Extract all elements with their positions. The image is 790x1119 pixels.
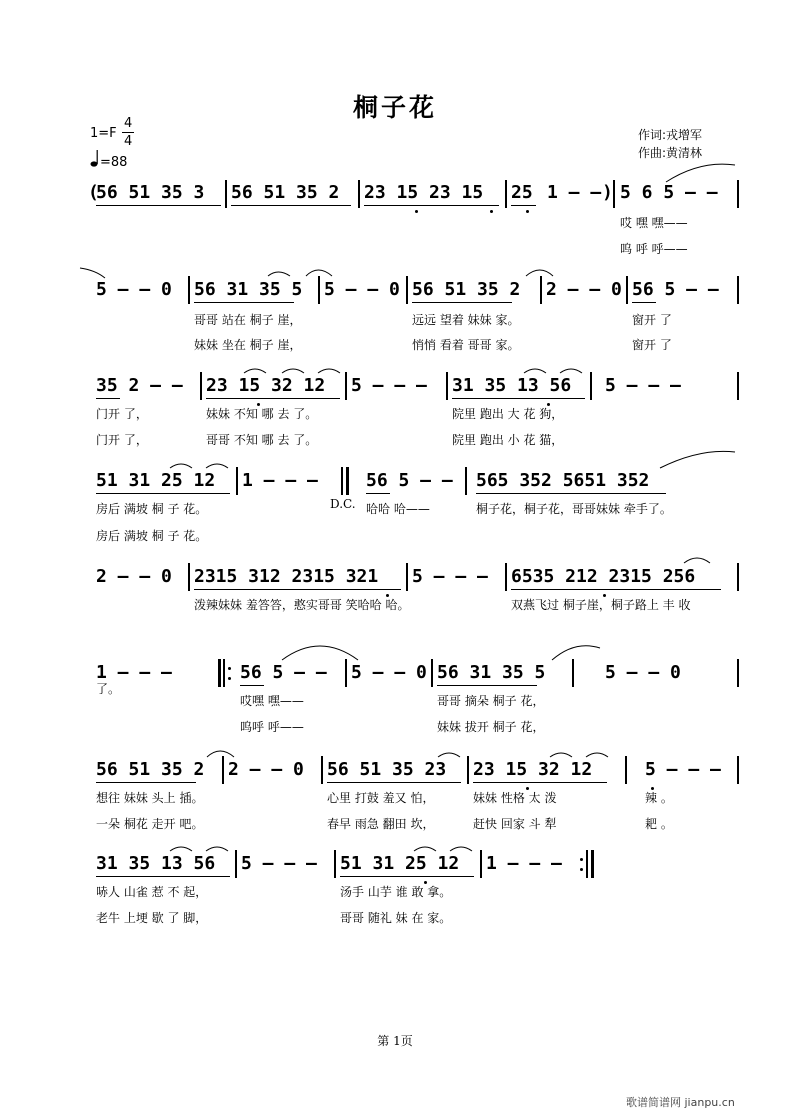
time-signature-numerator: 4 — [124, 116, 133, 131]
underline — [96, 398, 120, 399]
measure-notes: 51 31 25 12 — [340, 853, 460, 874]
underline — [327, 782, 461, 783]
measure-notes: 31 35 13 56 — [452, 375, 572, 396]
tie-slur — [560, 369, 582, 373]
measure-notes: 5 – – 0 — [351, 662, 427, 683]
tie-slur — [438, 753, 460, 757]
measure-notes: 2315 312 2315 321 — [194, 566, 379, 587]
tie-slur — [666, 164, 735, 182]
lyric-verse1: 双燕飞过 桐子崖，桐子路上 丰 收 — [511, 598, 691, 612]
measure-notes: 5 – – – — [351, 375, 427, 396]
barline — [540, 276, 542, 304]
lyric-verse1: 心里 打鼓 羞又 怕， — [327, 791, 435, 805]
lyric-verse2: 院里 跑出 小 花 猫， — [452, 433, 564, 447]
measure-notes: 56 51 35 2 — [231, 182, 340, 203]
barline — [572, 659, 574, 687]
lyric-verse1: 想往 妹妹 头上 插。 — [96, 791, 204, 805]
lyric-verse2: 一朵 桐花 走开 吧。 — [96, 817, 204, 831]
barline — [590, 372, 592, 400]
underline — [96, 782, 196, 783]
barline — [200, 372, 202, 400]
lyric-verse1: 哎 嘿 嘿—— — [620, 216, 688, 230]
lyric-verse2: 妹妹 拔开 桐子 花， — [437, 720, 545, 734]
lyric-verse1: 辣 。 — [645, 791, 673, 805]
measure-notes: 23 15 32 12 — [473, 759, 593, 780]
underline — [240, 685, 264, 686]
lyric-verse2: 妹妹 坐在 桐子 崖， — [194, 338, 302, 352]
tie-slur — [282, 646, 358, 660]
measure-notes: 56 51 35 23 — [327, 759, 447, 780]
barline — [345, 659, 347, 687]
repeat-start-thick — [218, 659, 221, 687]
lyric-verse1: 哈哈 哈—— — [366, 502, 430, 516]
repeat-end-thick — [591, 850, 594, 878]
tie-slur — [170, 464, 192, 468]
measure-notes: 56 51 35 3 — [96, 182, 205, 203]
underline — [340, 876, 474, 877]
underline — [473, 782, 607, 783]
underline — [206, 398, 340, 399]
tie-slur — [244, 369, 266, 373]
lyric-verse1: 门开 了， — [96, 407, 148, 421]
measure-notes: 5 – – 0 — [96, 279, 172, 300]
measure-notes: 5 – – – — [412, 566, 488, 587]
tie-slur — [80, 268, 105, 278]
tie-slur — [550, 753, 572, 757]
lyric-verse1: 哥哥 站在 桐子 崖， — [194, 313, 302, 327]
underline — [366, 493, 390, 494]
barline — [737, 659, 739, 687]
measure-notes: 5 6 5 – – — [620, 182, 718, 203]
repeat-start-thin — [223, 659, 225, 687]
tie-slur — [282, 369, 304, 373]
lyric-verse1: 汤手 山芋 谁 敢 拿。 — [340, 885, 452, 899]
final-barline-thick — [346, 467, 349, 495]
time-signature-denominator: 4 — [124, 134, 133, 149]
measure-notes: 5 – – – — [241, 853, 317, 874]
low-octave-dot — [526, 210, 529, 213]
measure-notes: 23 15 32 12 — [206, 375, 326, 396]
intro-open-paren: ( — [88, 182, 99, 203]
measure-notes: 23 15 23 15 — [364, 182, 484, 203]
tie-slur — [450, 847, 472, 851]
tie-slur — [414, 847, 436, 851]
repeat-dot — [580, 868, 583, 871]
barline — [737, 276, 739, 304]
measure-notes: 1 – – – — [242, 470, 318, 491]
tie-slur — [660, 451, 735, 468]
barline — [446, 372, 448, 400]
lyric-verse2: 呜呼 呼—— — [240, 720, 304, 734]
site-watermark[interactable]: 歌谱简谱网 jianpu.cn — [626, 1096, 735, 1109]
measure-notes: 56 5 – – — [240, 662, 327, 683]
barline — [318, 276, 320, 304]
repeat-dot — [228, 667, 231, 670]
measure-notes: 31 35 13 56 — [96, 853, 216, 874]
underline — [412, 302, 512, 303]
lyric-verse1: 泼辣妹妹 羞答答，憨实哥哥 笑哈哈 哈。 — [194, 598, 410, 612]
barline — [225, 180, 227, 208]
tempo-mark: =88 — [100, 155, 128, 170]
score-title: 桐子花 — [352, 93, 437, 122]
lyric-verse1: 哥哥 摘朵 桐子 花， — [437, 694, 545, 708]
barline — [737, 180, 739, 208]
lyric-verse2: 哥哥 随礼 妹 在 家。 — [340, 911, 452, 925]
lyric-verse2: 老牛 上埂 歇 了 脚， — [96, 911, 208, 925]
measure-notes: 2 – – 0 — [546, 279, 622, 300]
lyric-verse2: 哥哥 不知 哪 去 了。 — [206, 433, 318, 447]
tie-slur — [552, 646, 600, 660]
lyric-verse1: 窗开 了 — [632, 313, 672, 327]
lyricist-credit: 作词:戎增军 — [638, 128, 703, 142]
measure-notes: 35 2 – – — [96, 375, 183, 396]
barline — [222, 756, 224, 784]
tie-slur — [170, 847, 192, 851]
measure-notes: 56 51 35 2 — [412, 279, 521, 300]
tie-slur — [318, 369, 340, 373]
barline — [406, 276, 408, 304]
tie-slur — [207, 751, 234, 757]
tie-slur — [206, 847, 228, 851]
underline — [96, 876, 230, 877]
measure-notes: 1 – – – — [96, 662, 172, 683]
barline — [737, 563, 739, 591]
lyric-verse1: 房后 满坡 桐 子 花。 — [96, 502, 208, 516]
repeat-dot — [228, 677, 231, 680]
measure-notes: 5 – – – — [645, 759, 721, 780]
lyric-verse2: 房后 满坡 桐 子 花。 — [96, 529, 208, 543]
underline — [96, 205, 221, 206]
measure-notes: 5 – – 0 — [605, 662, 681, 683]
measure-notes: 1 – – — [547, 182, 602, 203]
repeat-end-thin — [586, 850, 588, 878]
measure-notes: 565 352 5651 352 — [476, 470, 650, 491]
lyric-verse2: 窗开 了 — [632, 338, 672, 352]
lyric-verse2: 门开 了， — [96, 433, 148, 447]
barline — [505, 180, 507, 208]
underline — [452, 398, 585, 399]
underline — [511, 205, 536, 206]
underline — [96, 493, 230, 494]
lyric-verse1: 了。 — [96, 682, 121, 696]
low-octave-dot — [415, 210, 418, 213]
underline — [632, 302, 656, 303]
lyric-verse2: 呜 呼 呼—— — [620, 242, 688, 256]
barline — [737, 372, 739, 400]
barline — [613, 180, 615, 208]
key-signature: 1=F — [90, 126, 117, 141]
intro-close-paren: ) — [602, 182, 613, 203]
barline — [505, 563, 507, 591]
tie-slur — [684, 558, 710, 563]
barline — [737, 756, 739, 784]
tie-slur — [524, 369, 546, 373]
lyric-verse2: 耙 。 — [645, 817, 673, 831]
barline — [625, 756, 627, 784]
underline — [364, 205, 499, 206]
barline — [321, 756, 323, 784]
barline — [431, 659, 433, 687]
barline — [626, 276, 628, 304]
lyric-verse1: 桐子花，桐子花，哥哥妹妹 牵手了。 — [476, 502, 672, 516]
lyric-verse2: 赶快 回家 斗 犁 — [473, 817, 557, 831]
measure-notes: 5 – – 0 — [324, 279, 400, 300]
barline — [188, 563, 190, 591]
underline — [231, 205, 351, 206]
low-octave-dot — [490, 210, 493, 213]
lyric-verse1: 远远 望着 妹妹 家。 — [412, 313, 520, 327]
lyric-verse1: 妹妹 性格 太 泼 — [473, 791, 557, 805]
measure-notes: 56 31 35 5 — [194, 279, 303, 300]
composer-credit: 作曲:黄清林 — [638, 146, 703, 160]
barline — [334, 850, 336, 878]
underline — [476, 493, 666, 494]
barline — [480, 850, 482, 878]
measure-notes: 56 5 – – — [366, 470, 453, 491]
barline — [235, 850, 237, 878]
measure-notes: 25 — [511, 182, 533, 203]
measure-notes: 56 51 35 2 — [96, 759, 205, 780]
lyric-verse2: 悄悄 看着 哥哥 家。 — [412, 338, 520, 352]
barline — [188, 276, 190, 304]
barline — [236, 467, 238, 495]
barline — [358, 180, 360, 208]
underline — [194, 589, 401, 590]
measure-notes: 2 – – 0 — [96, 566, 172, 587]
page-number: 第 1页 — [377, 1034, 413, 1048]
lyric-verse1: 妹妹 不知 哪 去 了。 — [206, 407, 318, 421]
measure-notes: 6535 212 2315 256 — [511, 566, 696, 587]
underline — [511, 589, 721, 590]
tie-slur — [586, 753, 608, 757]
barline — [345, 372, 347, 400]
lyric-verse1: 哎嘿 嘿—— — [240, 694, 304, 708]
measure-notes: 5 – – – — [605, 375, 681, 396]
barline — [467, 756, 469, 784]
da-capo-mark: D.C. — [330, 497, 356, 511]
barline — [406, 563, 408, 591]
measure-notes: 51 31 25 12 — [96, 470, 216, 491]
underline — [194, 302, 294, 303]
quarter-note-icon — [90, 148, 100, 172]
tie-slur — [206, 464, 228, 468]
measure-notes: 56 31 35 5 — [437, 662, 546, 683]
measure-notes: 1 – – – — [486, 853, 562, 874]
final-barline-thin — [341, 467, 343, 495]
measure-notes: 56 5 – – — [632, 279, 719, 300]
lyric-verse1: 哧人 山雀 惹 不 起， — [96, 885, 208, 899]
tie-slur — [268, 272, 290, 276]
underline — [437, 685, 537, 686]
time-signature-divider — [122, 132, 134, 133]
barline — [465, 467, 467, 495]
lyric-verse2: 春早 雨急 翻田 坎， — [327, 817, 435, 831]
lyric-verse1: 院里 跑出 大 花 狗， — [452, 407, 564, 421]
measure-notes: 2 – – 0 — [228, 759, 304, 780]
repeat-dot — [580, 858, 583, 861]
